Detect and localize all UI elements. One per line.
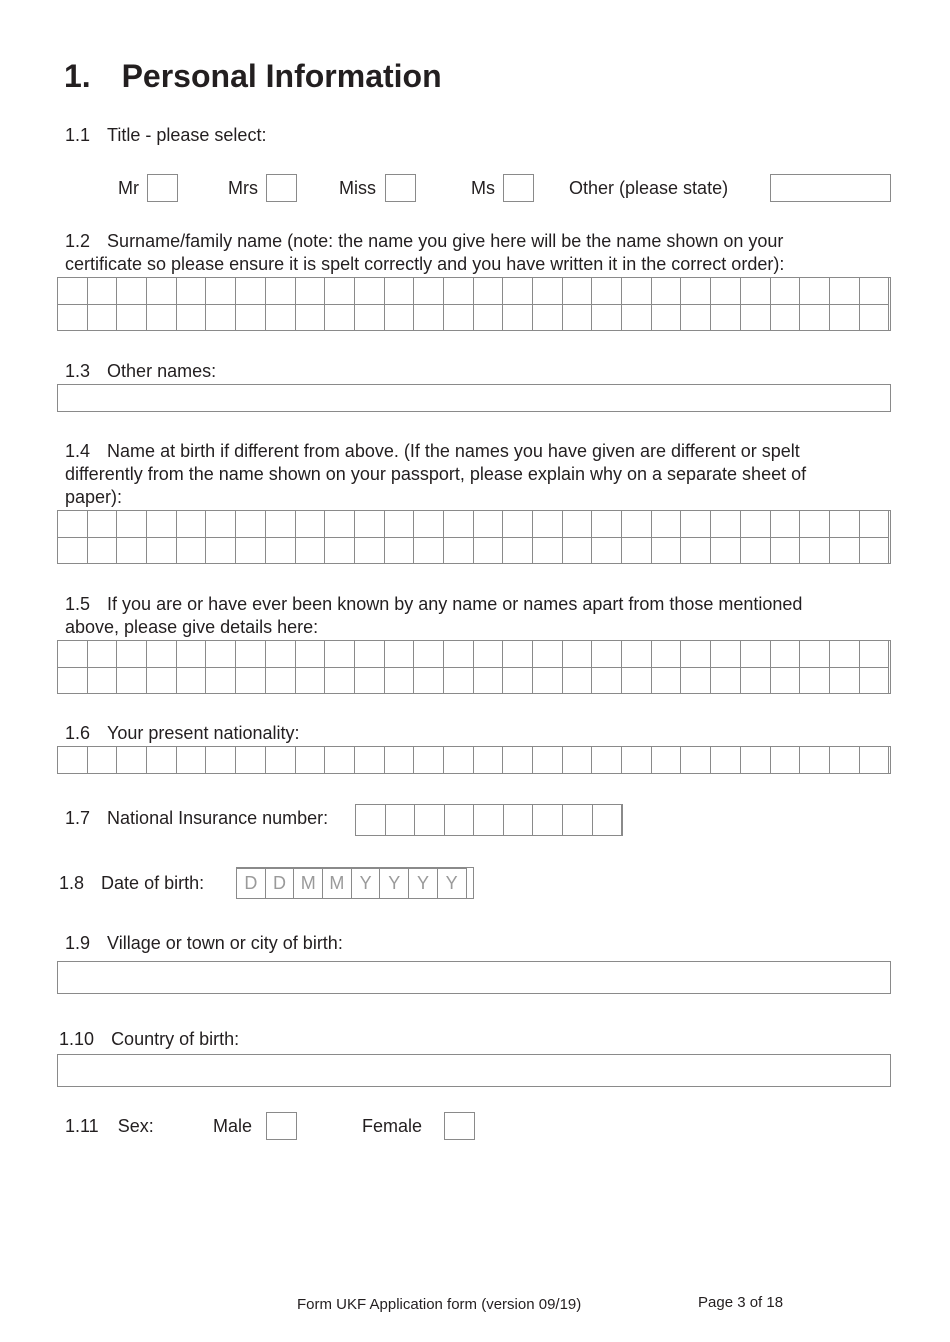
letter-box[interactable] (829, 304, 860, 331)
letter-box[interactable] (265, 667, 296, 694)
letter-box[interactable] (205, 746, 236, 774)
letter-box[interactable] (146, 640, 177, 668)
letter-box[interactable] (235, 510, 266, 538)
letter-box[interactable] (710, 277, 741, 305)
letter-box[interactable] (829, 510, 860, 538)
section-title: Personal Information (121, 58, 442, 94)
q1-8-label (59, 872, 204, 895)
letter-box[interactable] (591, 667, 622, 694)
letter-box[interactable] (473, 640, 504, 668)
letter-box[interactable] (651, 304, 682, 331)
letter-box[interactable] (265, 537, 296, 564)
letter-box[interactable] (680, 640, 711, 668)
letter-box[interactable] (503, 804, 534, 836)
letter-box[interactable] (829, 277, 860, 305)
letter-box[interactable] (532, 510, 563, 538)
letter-box[interactable] (502, 640, 533, 668)
letter-box[interactable] (502, 304, 533, 331)
letter-box[interactable] (740, 304, 771, 331)
letter-box[interactable] (205, 667, 236, 694)
letter-box[interactable] (799, 277, 830, 305)
sex-female-label: Female (362, 1116, 423, 1136)
letter-box[interactable] (770, 510, 801, 538)
letter-box[interactable] (829, 746, 860, 774)
letter-box[interactable] (651, 640, 682, 668)
q1-4-number: 1.4 (65, 441, 91, 461)
letter-box[interactable] (532, 640, 563, 668)
letter-box[interactable] (57, 667, 88, 694)
dob-digit-box[interactable]: Y (408, 868, 438, 899)
q1-10-number: 1.10 (59, 1029, 95, 1049)
letter-box[interactable] (651, 746, 682, 774)
q1-10-label (59, 1028, 239, 1051)
letter-box[interactable] (176, 537, 207, 564)
letter-box[interactable] (799, 510, 830, 538)
letter-box[interactable] (829, 640, 860, 668)
letter-box[interactable] (710, 640, 741, 668)
letter-box[interactable] (770, 746, 801, 774)
title-ms-checkbox[interactable] (503, 174, 534, 202)
letter-box[interactable] (324, 640, 355, 668)
letter-box[interactable] (265, 510, 296, 538)
title-mr-label: Mr (118, 178, 139, 198)
letter-box[interactable] (384, 746, 415, 774)
letter-box[interactable] (295, 746, 326, 774)
sex-male-label: Male (213, 1116, 253, 1136)
title-other-label: Other (please state) (569, 178, 729, 198)
title-miss-checkbox[interactable] (385, 174, 416, 202)
letter-box[interactable] (473, 304, 504, 331)
letter-box[interactable] (146, 277, 177, 305)
title-mrs-checkbox[interactable] (266, 174, 297, 202)
letter-grid-row (58, 641, 890, 668)
letter-box[interactable] (354, 510, 385, 538)
letter-box[interactable] (502, 277, 533, 305)
letter-box[interactable] (384, 304, 415, 331)
letter-box[interactable] (740, 277, 771, 305)
letter-box[interactable] (591, 304, 622, 331)
letter-box[interactable] (295, 667, 326, 694)
country-of-birth-field[interactable] (57, 1054, 891, 1087)
letter-grid-row (58, 278, 890, 305)
letter-box[interactable] (57, 510, 88, 538)
letter-box[interactable] (740, 667, 771, 694)
letter-box[interactable] (57, 537, 88, 564)
letter-box[interactable] (621, 537, 652, 564)
letter-box[interactable] (116, 304, 147, 331)
letter-box[interactable] (710, 667, 741, 694)
letter-box[interactable] (235, 746, 266, 774)
letter-box[interactable] (384, 537, 415, 564)
letter-box[interactable] (295, 537, 326, 564)
letter-box[interactable] (57, 277, 88, 305)
letter-box[interactable] (651, 510, 682, 538)
letter-box[interactable] (562, 277, 593, 305)
letter-box[interactable] (324, 510, 355, 538)
letter-box[interactable] (265, 304, 296, 331)
letter-box[interactable] (235, 537, 266, 564)
letter-box[interactable] (710, 510, 741, 538)
q1-9-text: Village or town or city of birth: (107, 933, 343, 953)
letter-box[interactable] (443, 746, 474, 774)
letter-box[interactable] (384, 640, 415, 668)
q1-3-text: Other names: (107, 361, 217, 381)
letter-box[interactable] (502, 510, 533, 538)
letter-box[interactable] (413, 277, 444, 305)
letter-box[interactable] (413, 510, 444, 538)
letter-box[interactable] (562, 510, 593, 538)
letter-box[interactable] (384, 510, 415, 538)
letter-box[interactable] (176, 304, 207, 331)
letter-box[interactable] (799, 746, 830, 774)
letter-box[interactable] (621, 746, 652, 774)
letter-box[interactable] (265, 640, 296, 668)
letter-box[interactable] (413, 304, 444, 331)
letter-box[interactable] (354, 640, 385, 668)
letter-box[interactable] (146, 746, 177, 774)
letter-box[interactable] (859, 667, 890, 694)
letter-box[interactable] (859, 510, 890, 538)
letter-box[interactable] (770, 667, 801, 694)
letter-box[interactable] (443, 510, 474, 538)
q1-11-number: 1.11 (65, 1116, 99, 1136)
letter-box[interactable] (176, 277, 207, 305)
dob-digit-box[interactable]: D (265, 868, 295, 899)
other-known-names-letter-grid[interactable] (57, 640, 891, 694)
q1-4-line1 (65, 440, 800, 463)
letter-box[interactable] (57, 640, 88, 668)
letter-box[interactable] (324, 537, 355, 564)
letter-grid-row (58, 305, 890, 331)
letter-box[interactable] (295, 640, 326, 668)
letter-box[interactable] (799, 667, 830, 694)
q1-3-number: 1.3 (65, 361, 91, 381)
letter-box[interactable] (473, 510, 504, 538)
q1-11-label (65, 1115, 154, 1138)
q1-7-label (65, 807, 328, 830)
letter-box[interactable] (87, 510, 118, 538)
letter-box[interactable] (680, 510, 711, 538)
footer-page-number: Page 3 of 18 (698, 1294, 784, 1311)
letter-box[interactable] (146, 510, 177, 538)
letter-box[interactable] (205, 537, 236, 564)
q1-1-label (65, 124, 266, 147)
letter-box[interactable] (770, 537, 801, 564)
q1-2-text-line1: Surname/family name (note: the name you give here will be the name shown on your (107, 231, 784, 251)
letter-box[interactable] (770, 304, 801, 331)
q1-1-number: 1.1 (65, 125, 91, 145)
letter-box[interactable] (740, 746, 771, 774)
title-mrs-label: Mrs (228, 178, 258, 198)
letter-box[interactable] (502, 537, 533, 564)
q1-6-number: 1.6 (65, 723, 91, 743)
letter-box[interactable] (413, 537, 444, 564)
letter-box[interactable] (651, 277, 682, 305)
q1-5-text-line1: If you are or have ever been known by any name or names apart from those mentioned (107, 594, 803, 614)
letter-box[interactable] (87, 640, 118, 668)
letter-box[interactable] (295, 510, 326, 538)
letter-box[interactable] (859, 304, 890, 331)
q1-6-text: Your present nationality: (107, 723, 300, 743)
place-of-birth-field[interactable] (57, 961, 891, 994)
letter-box[interactable] (116, 537, 147, 564)
letter-box[interactable] (414, 804, 445, 836)
dob-digit-box[interactable]: M (293, 868, 323, 899)
letter-box[interactable] (324, 277, 355, 305)
q1-3-label (65, 360, 216, 383)
q1-8-number: 1.8 (59, 873, 85, 893)
birth-name-letter-grid[interactable] (57, 510, 891, 564)
dob-digit-box[interactable]: Y (437, 868, 467, 899)
q1-8-text: Date of birth: (101, 873, 205, 893)
letter-box[interactable] (651, 537, 682, 564)
q1-7-text: National Insurance number: (107, 808, 329, 828)
letter-box[interactable] (384, 667, 415, 694)
letter-box[interactable] (680, 746, 711, 774)
q1-2-line1 (65, 230, 783, 253)
letter-box[interactable] (205, 304, 236, 331)
letter-box[interactable] (235, 304, 266, 331)
letter-box[interactable] (621, 304, 652, 331)
letter-box[interactable] (621, 667, 652, 694)
q1-1-text: Title - please select: (107, 125, 267, 145)
letter-box[interactable] (295, 304, 326, 331)
letter-box[interactable] (205, 510, 236, 538)
letter-box[interactable] (799, 640, 830, 668)
q1-4-text-line1: Name at birth if different from above. (If the names you have given are different or spelt (107, 441, 800, 461)
letter-box[interactable] (324, 667, 355, 694)
letter-box[interactable] (443, 640, 474, 668)
letter-box[interactable] (770, 277, 801, 305)
letter-box[interactable] (532, 804, 563, 836)
sex-female-checkbox[interactable] (444, 1112, 475, 1140)
q1-2-number: 1.2 (65, 231, 91, 251)
letter-grid-row (58, 511, 890, 538)
letter-box[interactable] (176, 667, 207, 694)
letter-box[interactable] (592, 804, 623, 836)
letter-box[interactable] (413, 667, 444, 694)
letter-box[interactable] (87, 746, 118, 774)
letter-box[interactable] (146, 304, 177, 331)
letter-box[interactable] (532, 537, 563, 564)
title-other-field[interactable] (770, 174, 891, 202)
letter-box[interactable] (680, 277, 711, 305)
letter-grid-row (58, 538, 890, 564)
letter-box[interactable] (562, 537, 593, 564)
surname-letter-grid[interactable] (57, 277, 891, 331)
letter-box[interactable] (591, 640, 622, 668)
letter-box[interactable] (591, 537, 622, 564)
letter-box[interactable] (562, 304, 593, 331)
letter-box[interactable] (443, 667, 474, 694)
letter-box[interactable] (532, 667, 563, 694)
letter-box[interactable] (443, 277, 474, 305)
letter-box[interactable] (235, 667, 266, 694)
letter-box[interactable] (354, 277, 385, 305)
letter-box[interactable] (502, 667, 533, 694)
letter-box[interactable] (621, 640, 652, 668)
q1-10-text: Country of birth: (111, 1029, 240, 1049)
section-heading (64, 56, 442, 96)
letter-box[interactable] (562, 804, 593, 836)
letter-box[interactable] (384, 277, 415, 305)
letter-box[interactable] (176, 746, 207, 774)
letter-box[interactable] (87, 304, 118, 331)
letter-box[interactable] (532, 304, 563, 331)
letter-grid-row (356, 805, 622, 836)
letter-box[interactable] (799, 537, 830, 564)
letter-box[interactable] (710, 304, 741, 331)
letter-box[interactable] (116, 746, 147, 774)
letter-box[interactable] (621, 510, 652, 538)
letter-box[interactable] (651, 667, 682, 694)
dob-digit-box[interactable]: D (236, 868, 266, 899)
letter-box[interactable] (443, 304, 474, 331)
letter-box[interactable] (680, 537, 711, 564)
q1-6-label (65, 722, 300, 745)
letter-box[interactable] (829, 667, 860, 694)
letter-box[interactable] (562, 667, 593, 694)
letter-box[interactable] (116, 510, 147, 538)
letter-box[interactable] (680, 667, 711, 694)
letter-box[interactable] (146, 537, 177, 564)
letter-box[interactable] (146, 667, 177, 694)
letter-box[interactable] (473, 277, 504, 305)
letter-box[interactable] (235, 277, 266, 305)
letter-box[interactable] (740, 537, 771, 564)
letter-box[interactable] (473, 667, 504, 694)
letter-box[interactable] (295, 277, 326, 305)
q1-2-line2: certificate so please ensure it is spelt correctly and you have written it in the correct order): (65, 254, 785, 274)
letter-box[interactable] (324, 304, 355, 331)
letter-box[interactable] (591, 746, 622, 774)
letter-box[interactable] (354, 667, 385, 694)
letter-box[interactable] (354, 537, 385, 564)
other-names-field[interactable] (57, 384, 891, 412)
letter-box[interactable] (770, 640, 801, 668)
q1-7-number: 1.7 (65, 808, 91, 828)
letter-box[interactable] (265, 277, 296, 305)
letter-box[interactable] (265, 746, 296, 774)
letter-box[interactable] (532, 746, 563, 774)
letter-box[interactable] (473, 746, 504, 774)
letter-box[interactable] (710, 537, 741, 564)
letter-box[interactable] (354, 304, 385, 331)
dob-digit-box[interactable]: Y (351, 868, 381, 899)
letter-box[interactable] (87, 537, 118, 564)
q1-5-line2: above, please give details here: (65, 617, 319, 637)
letter-box[interactable] (740, 640, 771, 668)
letter-box[interactable] (621, 277, 652, 305)
ni-number-letter-grid[interactable] (355, 804, 623, 836)
date-of-birth-grid[interactable] (236, 867, 474, 899)
dob-digit-box[interactable]: M (322, 868, 352, 899)
title-miss-label: Miss (339, 178, 376, 198)
title-ms-label: Ms (471, 178, 495, 198)
letter-box[interactable] (116, 640, 147, 668)
letter-grid-row (58, 747, 890, 774)
letter-box[interactable] (176, 640, 207, 668)
letter-box[interactable] (799, 304, 830, 331)
dob-digit-box[interactable]: Y (379, 868, 409, 899)
letter-box[interactable] (413, 746, 444, 774)
letter-box[interactable] (562, 746, 593, 774)
q1-9-number: 1.9 (65, 933, 91, 953)
letter-box[interactable] (710, 746, 741, 774)
letter-box[interactable] (740, 510, 771, 538)
letter-box[interactable] (355, 804, 386, 836)
letter-box[interactable] (591, 277, 622, 305)
letter-box[interactable] (473, 804, 504, 836)
letter-box[interactable] (443, 537, 474, 564)
letter-box[interactable] (680, 304, 711, 331)
q1-9-label (65, 932, 343, 955)
letter-box[interactable] (859, 537, 890, 564)
letter-box[interactable] (87, 667, 118, 694)
letter-box[interactable] (829, 537, 860, 564)
q1-5-number: 1.5 (65, 594, 91, 614)
letter-box[interactable] (413, 640, 444, 668)
letter-box[interactable] (385, 804, 416, 836)
q1-4-line2: differently from the name shown on your passport, please explain why on a separate sheet of (65, 464, 807, 484)
sex-male-checkbox[interactable] (266, 1112, 297, 1140)
letter-grid-row (58, 668, 890, 694)
letter-box[interactable] (87, 277, 118, 305)
q1-5-line1 (65, 593, 802, 616)
letter-box[interactable] (859, 640, 890, 668)
letter-box[interactable] (205, 640, 236, 668)
letter-box[interactable] (444, 804, 475, 836)
letter-box[interactable] (116, 277, 147, 305)
letter-box[interactable] (57, 746, 88, 774)
letter-box[interactable] (502, 746, 533, 774)
letter-box[interactable] (57, 304, 88, 331)
letter-box[interactable] (205, 277, 236, 305)
letter-box[interactable] (859, 277, 890, 305)
letter-box[interactable] (354, 746, 385, 774)
letter-box[interactable] (116, 667, 147, 694)
letter-box[interactable] (324, 746, 355, 774)
title-mr-checkbox[interactable] (147, 174, 178, 202)
letter-box[interactable] (532, 277, 563, 305)
nationality-letter-grid[interactable] (57, 746, 891, 774)
footer-form-name: Form UKF Application form (version 09/19) (297, 1296, 582, 1313)
letter-box[interactable] (859, 746, 890, 774)
letter-box[interactable] (473, 537, 504, 564)
letter-box[interactable] (235, 640, 266, 668)
letter-box[interactable] (591, 510, 622, 538)
section-number: 1. (64, 58, 91, 94)
letter-box[interactable] (562, 640, 593, 668)
letter-box[interactable] (176, 510, 207, 538)
q1-4-line3: paper): (65, 487, 123, 507)
q1-11-text: Sex: (117, 1116, 154, 1136)
